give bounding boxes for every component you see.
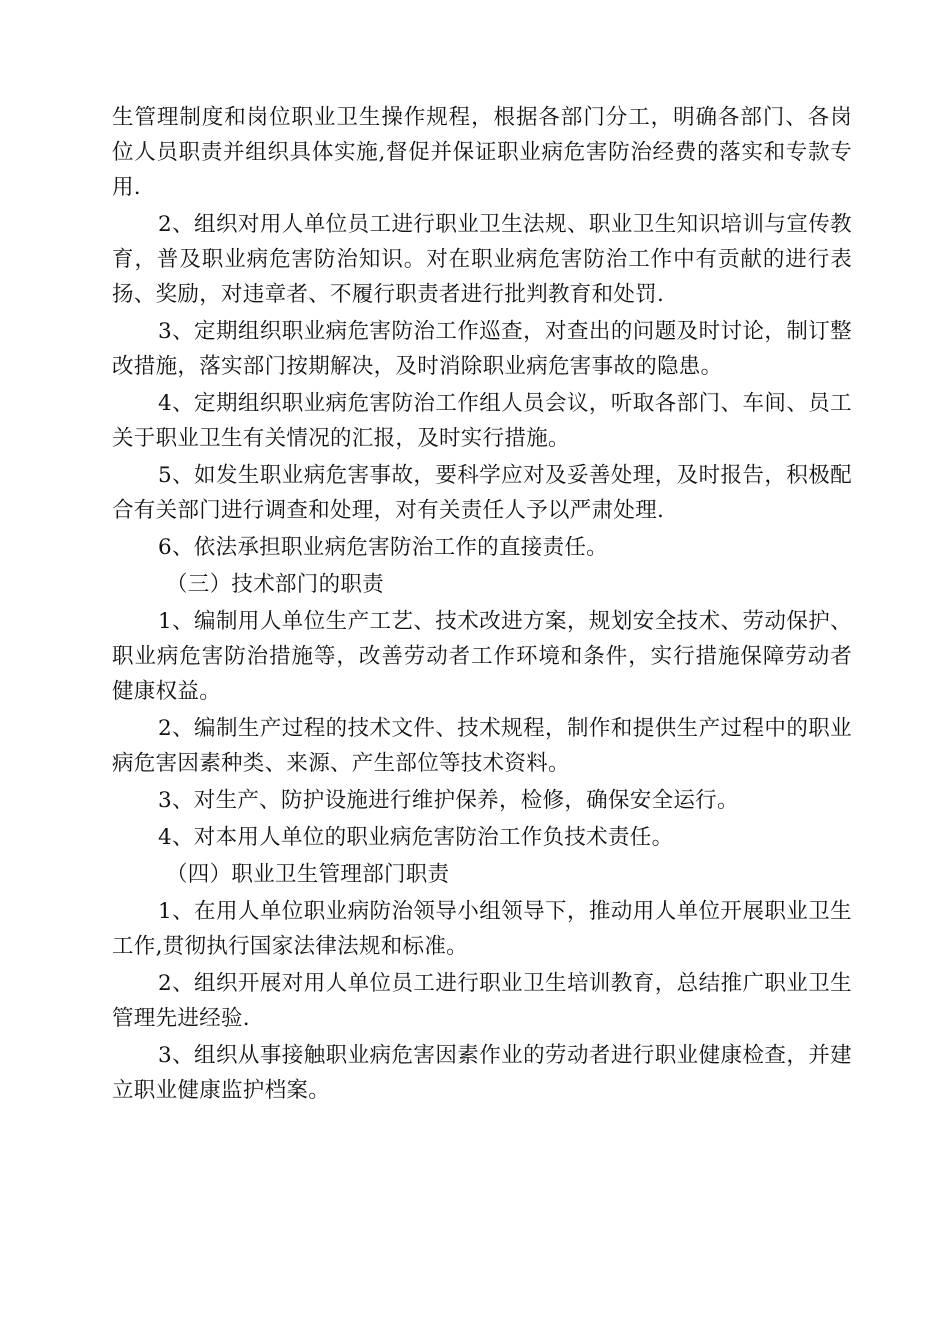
paragraph-mgmt-item-1: 1、在用人单位职业病防治领导小组领导下，推动用人单位开展职业卫生工作,贯彻执行国家法律法规和标准。 <box>112 899 852 959</box>
section-heading-technical-dept: （三）技术部门的职责 <box>166 572 385 597</box>
paragraph-item-2: 2、组织对用人单位员工进行职业卫生法规、职业卫生知识培训与宣传教育，普及职业病危害防治知识。对在职业病危害防治工作中有贡献的进行表扬、奖励，对违章者、不履行职责者进行批判教育和处罚. <box>112 212 852 307</box>
paragraph-tech-item-3: 3、对生产、防护设施进行维护保养，检修，确保安全运行。 <box>158 788 739 813</box>
paragraph-item-5: 5、如发生职业病危害事故，要科学应对及妥善处理，及时报告，积极配合有关部门进行调查和处理，对有关责任人予以严肃处理. <box>112 463 852 523</box>
paragraph-mgmt-item-3: 3、组织从事接触职业病危害因素作业的劳动者进行职业健康检查，并建立职业健康监护档案。 <box>112 1043 852 1103</box>
paragraph-mgmt-item-2: 2、组织开展对用人单位员工进行职业卫生培训教育，总结推广职业卫生管理先进经验. <box>112 971 852 1031</box>
section-heading-health-mgmt-dept: （四）职业卫生管理部门职责 <box>166 862 450 887</box>
paragraph-item-3: 3、定期组织职业病危害防治工作巡查，对查出的问题及时讨论，制订整改措施，落实部门按期解决，及时消除职业病危害事故的隐患。 <box>112 319 852 379</box>
paragraph-tech-item-1: 1、编制用人单位生产工艺、技术改进方案，规划安全技术、劳动保护、职业病危害防治措施等，改善劳动者工作环境和条件，实行措施保障劳动者健康权益。 <box>112 609 852 704</box>
paragraph-continuation: 生管理制度和岗位职业卫生操作规程，根据各部门分工，明确各部门、各岗位人员职责并组织具体实施,督促并保证职业病危害防治经费的落实和专款专用. <box>112 105 852 200</box>
paragraph-item-6: 6、依法承担职业病危害防治工作的直接责任。 <box>158 535 608 560</box>
paragraph-tech-item-4: 4、对本用人单位的职业病危害防治工作负技术责任。 <box>158 825 674 850</box>
paragraph-tech-item-2: 2、编制生产过程的技术文件、技术规程，制作和提供生产过程中的职业病危害因素种类、来源、产生部位等技术资料。 <box>112 716 852 776</box>
document-body <box>112 100 852 1110</box>
paragraph-item-4: 4、定期组织职业病危害防治工作组人员会议，听取各部门、车间、员工关于职业卫生有关情况的汇报，及时实行措施。 <box>112 391 852 451</box>
